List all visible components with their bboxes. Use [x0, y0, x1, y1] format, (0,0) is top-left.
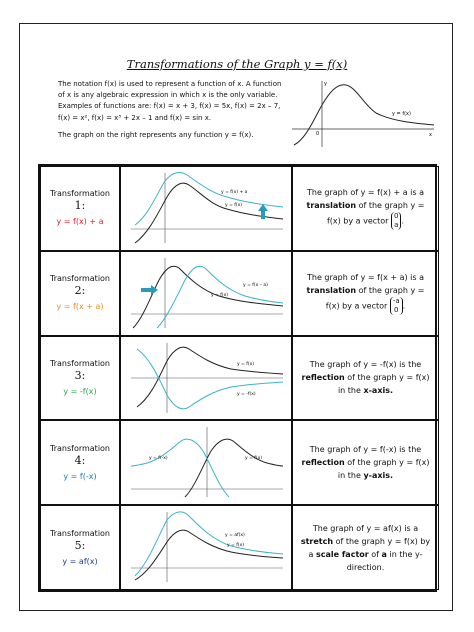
intro-text [58, 79, 284, 147]
row3-function: y = -f(x) [63, 386, 97, 396]
row4-graph [127, 425, 287, 499]
row5-graph-cell [120, 505, 292, 590]
row1-desc-end: . [401, 216, 405, 226]
row4-number: 4: [74, 453, 86, 467]
row1-vector-bottom: a [394, 221, 399, 230]
row5-desc-end: in the y-direction. [346, 549, 423, 572]
row2-desc-bold: translation [306, 286, 357, 296]
row2-curve-base [133, 266, 283, 328]
row1-name: Transformation [49, 189, 111, 199]
row4-curve-reflected [131, 440, 229, 498]
row4-desc-start: The graph of y = f(-x) is the [309, 445, 422, 455]
row3-name: Transformation [49, 358, 111, 368]
row3-desc-axis: x-axis. [363, 386, 394, 396]
row3-desc-start: The graph of y = -f(x) is the [309, 360, 422, 370]
row2-vector-bottom: 0 [394, 306, 399, 315]
row5-description [292, 505, 439, 590]
hero-axis-y-label: y [324, 81, 327, 87]
row2-graph-cell [120, 251, 292, 336]
row5-number: 5: [74, 538, 86, 552]
row4-curve-base [185, 440, 283, 498]
row4-description [292, 420, 439, 505]
intro-paragraph-2: The graph on the right represents any function y = f(x). [58, 130, 254, 139]
row4-function: y = f(-x) [63, 471, 97, 481]
hero-origin-label: 0 [316, 131, 320, 137]
row3-desc-bold: reflection [301, 373, 345, 383]
row4-desc-bold: reflection [301, 458, 345, 468]
intro-paragraph-1: The notation f(x) is used to represent a function of x. A function of x is any algebraic expression in which x is the only variable. Examples of functions are: f(x) = x + 3, f(x) = 5x, f(x) = 2x – 7, f(x) = x², f(x) = x³ + 2x – 1 and f(x) = sin x. [58, 80, 282, 122]
row5-desc-mid2: of [371, 549, 379, 559]
hero-axis-x-label: x [429, 132, 432, 138]
row1-label [40, 166, 120, 251]
row3-graph-cell [120, 336, 292, 421]
row1-label-base: y = f(x) [225, 203, 243, 208]
row2-number: 2: [74, 284, 86, 298]
row2-description [292, 251, 439, 336]
row5-label-base: y = f(x) [227, 543, 245, 549]
row2-vector [390, 297, 403, 315]
hero-curve-label: y = f(x) [392, 111, 411, 117]
row4-desc-mid: of the graph y = f(x) in the [337, 458, 430, 481]
hero-graph [288, 79, 438, 149]
row1-desc-bold: translation [306, 201, 357, 211]
row2-label [40, 251, 120, 336]
row2-function: y = f(x + a) [56, 302, 104, 312]
page-title: Transformations of the Graph y = f(x) [126, 57, 348, 71]
row3-label [40, 336, 120, 421]
hero-curve [294, 85, 434, 145]
row1-desc-start: The graph of y = f(x) + a is a [306, 188, 425, 198]
row5-label-stretched: y = af(x) [225, 533, 245, 539]
row4-name: Transformation [49, 443, 111, 453]
row3-description [292, 336, 439, 421]
row3-label-base: y = f(x) [237, 361, 255, 367]
row3-curve-reflected [137, 349, 283, 409]
row2-vector-top: -a [392, 297, 400, 306]
row2-desc-end: . [402, 301, 406, 311]
row2-graph [127, 256, 287, 330]
row2-desc-start: The graph of y = f(x + a) is a [306, 273, 425, 283]
row1-curve-base [135, 183, 283, 243]
row5-function: y = af(x) [62, 556, 98, 566]
row2-name: Transformation [49, 274, 111, 284]
row5-graph [127, 510, 287, 584]
row1-curve-shifted [135, 173, 283, 225]
row1-vector [391, 212, 401, 230]
row5-desc-bold2: scale factor [315, 549, 369, 559]
row1-description [292, 166, 439, 251]
row1-vector-top: 0 [394, 212, 399, 221]
row3-number: 3: [74, 368, 86, 382]
row1-graph [127, 171, 287, 245]
row2-label-base: y = f(x) [211, 292, 229, 298]
row3-desc-mid: of the graph y = f(x) in the [337, 373, 430, 396]
transformations-table [38, 164, 437, 592]
row1-function: y = f(x) + a [56, 217, 104, 227]
row5-desc-start: The graph of y = af(x) is a [312, 523, 419, 533]
row1-number: 1: [74, 199, 86, 213]
row5-name: Transformation [49, 528, 111, 538]
row4-desc-axis: y-axis. [363, 471, 394, 481]
row4-graph-cell [120, 420, 292, 505]
row5-label [40, 505, 120, 590]
row1-desc-mid: of the graph y = f(x) by a vector [326, 201, 425, 226]
row5-desc-bold3: a [381, 549, 387, 559]
row2-desc-mid: of the graph y = f(x) by a vector [325, 286, 425, 311]
row1-label-shifted: y = f(x) + a [221, 190, 248, 195]
row2-label-shifted: y = f(x – a) [243, 282, 268, 288]
row3-label-reflected: y = -f(x) [237, 391, 256, 397]
row3-graph [127, 341, 287, 415]
row4-label-reflected: y = f(-x) [149, 456, 168, 462]
row5-desc-bold: stretch [300, 536, 334, 546]
row5-curve-base [135, 530, 283, 580]
row5-desc-mid: of the graph y = f(x) by a [308, 536, 431, 559]
row1-graph-cell [120, 166, 292, 251]
row4-label-base: y = f(x) [245, 456, 263, 462]
row4-label [40, 420, 120, 505]
row3-curve-base [137, 347, 283, 407]
